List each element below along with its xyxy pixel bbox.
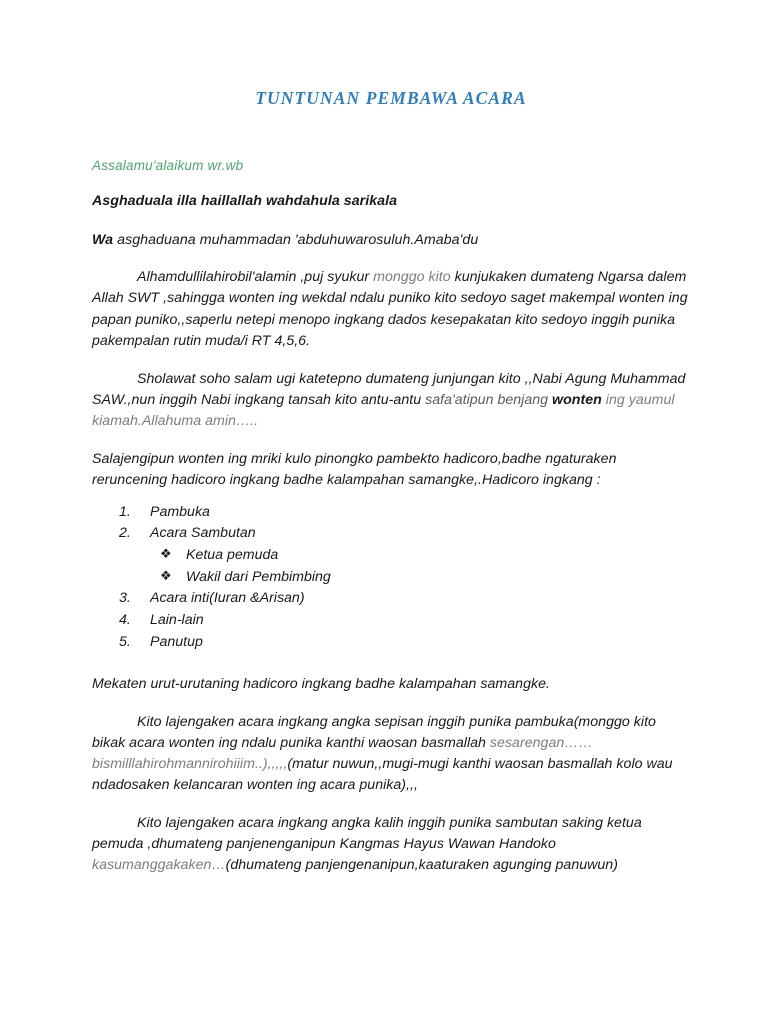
sholawat-paragraph-run-2: wonten xyxy=(552,391,602,408)
sholawat-paragraph-run-3: ing yaumul kiamah.Allahuma amin….. xyxy=(92,391,675,429)
agenda-subitem-label: Wakil dari Pembimbing xyxy=(186,568,331,585)
sambutan-paragraph xyxy=(92,796,690,876)
agenda-item[interactable] xyxy=(92,505,690,519)
agenda-subitem[interactable] xyxy=(150,548,690,562)
syahadat-line-2-bold: Wa xyxy=(92,231,114,248)
agenda-subitem[interactable] xyxy=(150,567,690,585)
agenda-list xyxy=(92,491,690,649)
mekaten-line: Mekaten urut-urutaning hadicoro ingkang badhe kalampahan samangke. xyxy=(92,675,550,692)
sambutan-paragraph-run-2: (dhumateng panjengenanipun,kaaturaken agunging panuwun) xyxy=(225,856,618,873)
sholawat-paragraph-run-1: safa'atipun benjang xyxy=(425,391,553,408)
agenda-item[interactable] xyxy=(92,635,690,649)
hamdalah-paragraph-run-2: kunjukaken dumateng Ngarsa dalem Allah SWT ,sahingga wonten ing wekdal ndalu puniko kito sedoyo saget makempal wonten ing papan puniko,,saperlu netepi menopo ingkang dados kesepakatan kito sedoyo inggih punika pakempalan rutin muda/i RT 4,5,6. xyxy=(92,269,688,349)
diamond-bullet-icon: ❖ xyxy=(160,546,172,562)
greeting-salam: Assalamu'alaikum wr.wb xyxy=(92,158,244,173)
agenda-subitem-label: Ketua pemuda xyxy=(186,547,279,564)
agenda-sublist xyxy=(150,548,690,584)
agenda-item-label: Pambuka xyxy=(150,503,210,520)
hamdalah-paragraph-run-0: Alhamdullilahirobil'alamin ,puj syukur xyxy=(137,269,374,286)
agenda-item[interactable] xyxy=(92,613,690,627)
agenda-item[interactable] xyxy=(92,526,690,584)
agenda-item[interactable] xyxy=(92,591,690,605)
syahadat-line-2-text: asghaduana muhammadan 'abduhuwarosuluh.Amaba'du xyxy=(117,231,479,248)
agenda-item-label: Panutup xyxy=(150,633,203,650)
pambuka-paragraph xyxy=(92,695,690,796)
salajengipun-paragraph xyxy=(92,432,690,491)
agenda-item-label: Acara Sambutan xyxy=(150,525,256,542)
page-title: TUNTUNAN PEMBAWA ACARA xyxy=(255,88,527,108)
syahadat-line-1-text: Asghaduala illa haillallah wahdahula sarikala xyxy=(92,193,398,209)
agenda-item-label: Acara inti(Iuran &Arisan) xyxy=(150,590,305,607)
hamdalah-paragraph-run-1: monggo kito xyxy=(373,269,451,286)
syahadat-line-2 xyxy=(92,212,690,251)
salajengipun-paragraph-run-0: Salajengipun wonten ing mriki kulo pinongko pambekto hadicoro,badhe ngaturaken reruncening hadicoro ingkang badhe kalampahan samangke,.Hadicoro ingkang : xyxy=(92,450,617,488)
pambuka-paragraph-run-0: Kito lajengaken acara ingkang angka sepisan inggih punika pambuka(monggo kito bikak acara wonten ing ndalu punika kanthi waosan basmallah xyxy=(92,713,656,751)
syahadat-line-1 xyxy=(92,173,690,212)
sholawat-paragraph-run-0: Sholawat soho salam ugi katetepno dumateng junjungan kito ,,Nabi Agung Muhammad SAW.,nun inggih Nabi ingkang tansah kito antu-antu xyxy=(92,370,686,408)
hamdalah-paragraph xyxy=(92,250,690,351)
diamond-bullet-icon: ❖ xyxy=(160,567,172,583)
pambuka-paragraph-run-2: (matur nuwun,,mugi-mugi kanthi waosan basmallah kolo wau ndadosaken kelancaran wonten ing acara punika),,, xyxy=(92,755,673,793)
sambutan-paragraph-run-0: Kito lajengaken acara ingkang angka kalih inggih punika sambutan saking ketua pemuda ,dhumateng panjenenganipun Kangmas Hayus Wawan Handoko xyxy=(92,814,642,852)
sholawat-paragraph xyxy=(92,352,690,432)
sambutan-paragraph-run-1: kasumanggakaken… xyxy=(92,856,226,873)
agenda-item-label: Lain-lain xyxy=(150,612,204,629)
pambuka-paragraph-run-1: sesarengan……bismilllahirohmannirohiiim..),,,,, xyxy=(92,734,593,772)
